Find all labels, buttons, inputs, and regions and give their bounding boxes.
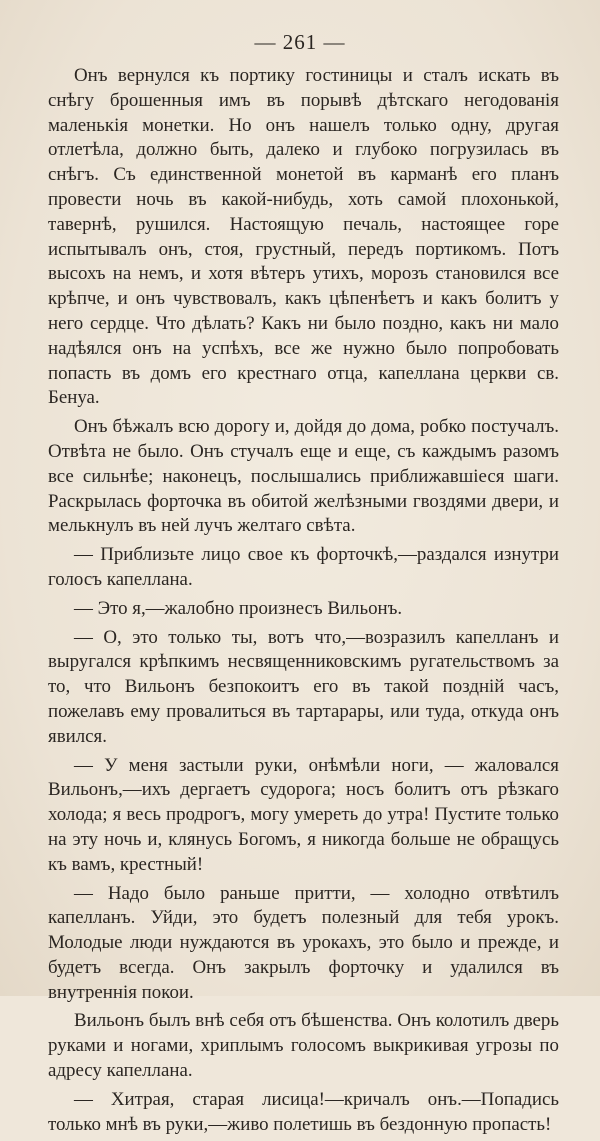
- paragraph: Онъ вернулся къ портику гостиницы и сталъ искать въ снѣгу брошенныя имъ въ порывѣ дѣтскаго негодованія маленькія монетки. Но онъ нашелъ только одну, другая отлетѣла, должно быть, далеко и глубоко погрузилась въ снѣгъ. Съ единственной монетой въ карманѣ его планъ провести ночь въ какой-нибудь, хоть самой плохонькой, тавернѣ, рушился. Настоящую печаль, настоящее горе испытывалъ онъ, стоя, грустный, передъ портикомъ. Потъ высохъ на немъ, и хотя вѣтеръ утихъ, морозъ становился все крѣпче, и онъ чувствовалъ, какъ цѣпенѣетъ и какъ болитъ у него сердце. Что дѣлать? Какъ ни было поздно, какъ ни мало надѣялся онъ на успѣхъ, все же нужно было попробовать попасть въ домъ его крестнаго отца, капеллана церкви св. Бенуа.: [48, 65, 559, 409]
- paragraph: Онъ бѣжалъ всю дорогу и, дойдя до дома, робко постучалъ. Отвѣта не было. Онъ стучалъ еще и еще, съ каждымъ разомъ все сильнѣе; наконецъ, послышались приближавшіеся шаги. Раскрылась форточка въ обитой желѣзными гвоздями двери, и мелькнулъ въ ней лучъ желтаго свѣта.: [48, 416, 559, 537]
- paragraph: — Это я,—жалобно произнесъ Вильонъ.: [74, 597, 403, 619]
- paragraph: — О, это только ты, вотъ что,—возразилъ капелланъ и выругался крѣпкимъ несвященниковскимъ ругательствомъ за то, что Вильонъ безпокоитъ его въ такой поздній часъ, пожелавъ ему провалиться въ тартарары, или туда, откуда онъ явился.: [48, 626, 559, 747]
- paragraph: Вильонъ былъ внѣ себя отъ бѣшенства. Онъ колотилъ дверь руками и ногами, хриплымъ голосомъ выкрикивая угрозы по адресу капеллана.: [48, 1010, 559, 1082]
- paragraph: — Приблизьте лицо свое къ форточкѣ,—раздался изнутри голосъ капеллана.: [48, 544, 559, 590]
- paragraph: — Надо было раньше притти, — холодно отвѣтилъ капелланъ. Уйди, это будетъ полезный для тебя урокъ. Молодые люди нуждаются въ урокахъ, это было и прежде, и будетъ всегда. Онъ закрылъ форточку и удалился въ внутреннія покои.: [48, 882, 559, 1003]
- body-text: [48, 64, 559, 1141]
- page-number: — 261 —: [254, 30, 346, 54]
- paragraph: — Хитрая, старая лисица!—кричалъ онъ.—Попадись только мнѣ въ руки,—живо полетишь въ бездонную пропасть!: [48, 1088, 559, 1135]
- paragraph: — У меня застыли руки, онѣмѣли ноги, — жаловался Вильонъ,—ихъ дергаетъ судорога; носъ болитъ отъ рѣзкаго холода; я весь продрогъ, могу умереть до утра! Пустите только на эту ночь и, клянусь Богомъ, я никогда больше не обращусь къ вамъ, крестный!: [48, 754, 559, 875]
